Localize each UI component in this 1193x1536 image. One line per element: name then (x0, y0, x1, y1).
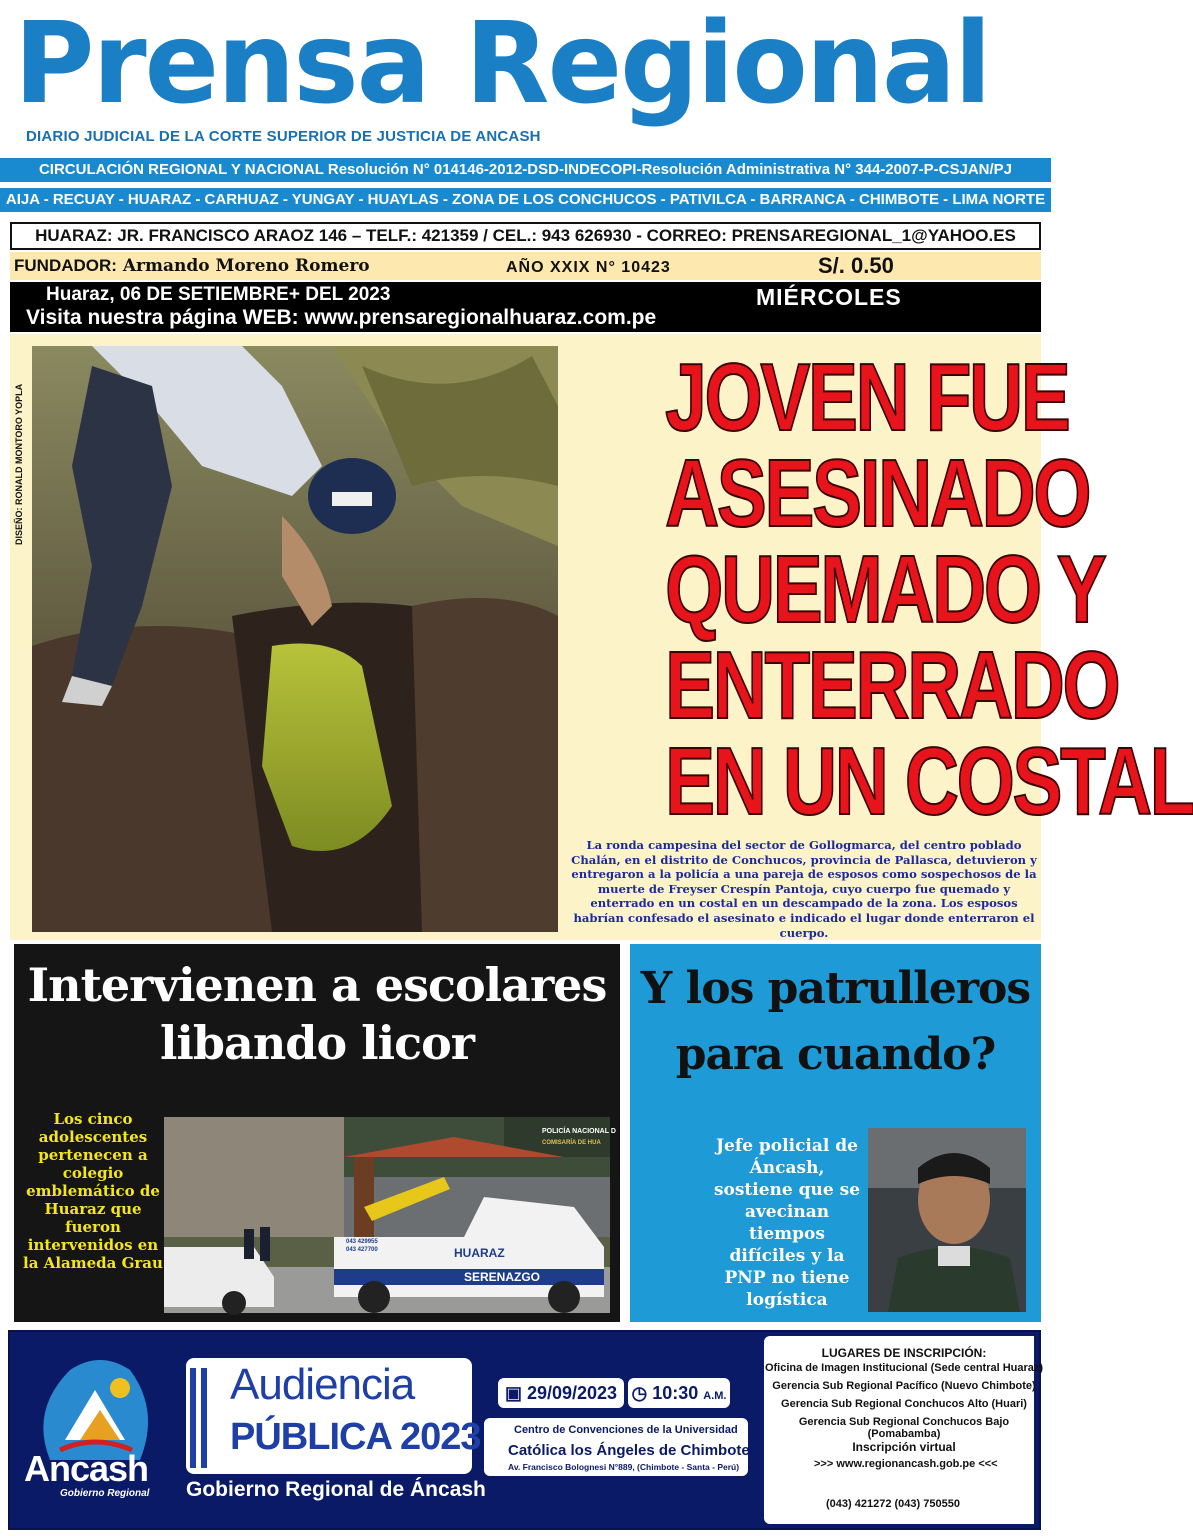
issue-weekday: MIÉRCOLES (756, 284, 902, 310)
photo-sign-text: POLICÍA NACIONAL D (542, 1128, 616, 1135)
registration-place: Gerencia Sub Regional Conchucos Bajo (Pomabamba) (798, 1416, 1010, 1440)
website-link[interactable]: Visita nuestra página WEB: www.prensaregionalhuaraz.com.pe (26, 306, 657, 329)
event-time-text: 10:30 (652, 1383, 699, 1403)
story-right-summary: Jefe policial de Áncash, sostiene que se avecinan tiempos difíciles y la PNP no tiene logística (713, 1136, 861, 1310)
story-left-title-line: Intervienen a escolares (27, 958, 607, 1012)
story-right-title[interactable] (630, 956, 1041, 1088)
headline-line: EN UN COSTAL (665, 728, 1193, 835)
event-organizer: Gobierno Regional de Áncash (186, 1478, 486, 1501)
story-left-summary: Los cinco adolescentes pertenecen a colegio emblemático de Huaraz que fueron intervenidos en la Alameda Grau (23, 1110, 163, 1272)
tagline: DIARIO JUDICIAL DE LA CORTE SUPERIOR DE JUSTICIA DE ANCASH (26, 128, 541, 145)
registration-place: Gerencia Sub Regional Conchucos Alto (Huari) (781, 1398, 1027, 1410)
towns-bar: AIJA - RECUAY - HUARAZ - CARHUAZ - YUNGAY - HUAYLAS - ZONA DE LOS CONCHUCOS - PATIVILCA - BARRANCA - CHIMBOTE - LIMA NORTE (0, 188, 1051, 212)
registration-title: LUGARES DE INSCRIPCIÓN: (821, 1346, 987, 1360)
ad-brand-sub: Gobierno Regional (60, 1488, 150, 1499)
headline-line: ASESINADO (665, 440, 1090, 547)
event-time-suffix: A.M. (703, 1390, 727, 1402)
founder-name: Armando Moreno Romero (122, 256, 370, 276)
virtual-registration-title: Inscripción virtual (852, 1440, 956, 1454)
venue-line2: Católica los Ángeles de Chimbote (508, 1442, 750, 1459)
truck-band-text: SERENAZGO (464, 1270, 541, 1284)
main-story-photo[interactable] (32, 346, 558, 932)
story-right-title-line: Y los patrulleros (640, 963, 1031, 1014)
story-left-title[interactable] (14, 956, 620, 1072)
main-story-lede: La ronda campesina del sector de Gollogmarca, del centro poblado Chalán, en el distrito de Conchucos, provincia de Pallasca, detuvieron y entregaron a la policía a una pareja de esposos como sospechosos de la muerte de Freyser Crespín Pantoja, cuyo cuerpo fue quemado y enterrado en un costal en un descampado de la zona. Los esposos habrían confesado el asesinato e indicado el lugar donde enterraron el cuerpo. (571, 838, 1037, 940)
photo-sign-text: COMISARÍA DE HUA (542, 1140, 601, 1146)
contact-bar: HUARAZ: JR. FRANCISCO ARAOZ 146 – TELF.: 421359 / CEL.: 943 626930 - CORREO: PRENSAREGIONAL_1@YAHOO.ES (10, 222, 1041, 250)
registration-place: Gerencia Sub Regional Pacífico (Nuevo Chimbote) (772, 1380, 1036, 1392)
registration-place: Oficina de Imagen Institucional (Sede central Huaraz) (764, 1362, 1044, 1374)
headline-line: ENTERRADO (665, 632, 1119, 739)
design-credit-text: DISEÑO: RONALD MONTORO YOPLA (14, 383, 24, 545)
price: S/. 0.50 (818, 253, 894, 278)
clock-icon: ◷ (631, 1383, 653, 1403)
headline-line: JOVEN FUE (665, 344, 1069, 451)
event-title-line2: PÚBLICA 2023 (230, 1416, 481, 1458)
truck-phone-text: 043 429955 (346, 1239, 378, 1245)
issue-date: Huaraz, 06 DE SETIEMBRE+ DEL 2023 (46, 284, 391, 305)
registration-website[interactable]: >>> www.regionancash.gob.pe <<< (814, 1458, 998, 1470)
truck-phone-text: 043 427700 (346, 1247, 378, 1253)
story-right-title-line: para cuando? (675, 1029, 996, 1080)
headline-line: QUEMADO Y (665, 536, 1105, 643)
founder-label: FUNDADOR: (14, 256, 117, 275)
event-date (498, 1378, 624, 1408)
calendar-icon: ▣ (504, 1383, 527, 1403)
main-headline[interactable] (665, 344, 1193, 835)
truck-label-text: HUARAZ (454, 1246, 505, 1260)
venue-line1: Centro de Convenciones de la Universidad (514, 1424, 738, 1436)
story-left-photo[interactable] (164, 1117, 616, 1313)
edition-number: AÑO XXIX N° 10423 (506, 259, 671, 276)
venue-address: Av. Francisco Bolognesi N°889, (Chimbote - Santa - Perú) (508, 1462, 740, 1472)
event-time (628, 1378, 730, 1408)
registration-phones: (043) 421272 (043) 750550 (826, 1498, 960, 1510)
design-credit (12, 350, 32, 550)
roman-numeral-icon (188, 1364, 210, 1472)
founder (14, 256, 370, 276)
newspaper-logo: Prensa Regional (14, 0, 990, 129)
event-date-text: 29/09/2023 (526, 1383, 618, 1403)
event-title-line1: Audiencia (230, 1360, 415, 1409)
story-left-title-line: libando licor (159, 1016, 475, 1070)
circulation-bar: CIRCULACIÓN REGIONAL Y NACIONAL Resolución N° 014146-2012-DSD-INDECOPI-Resolución Administrativa N° 344-2007-P-CSJAN/PJ (0, 158, 1051, 182)
ad-brand: Ancash (24, 1448, 149, 1489)
story-right-photo[interactable] (868, 1128, 1026, 1312)
